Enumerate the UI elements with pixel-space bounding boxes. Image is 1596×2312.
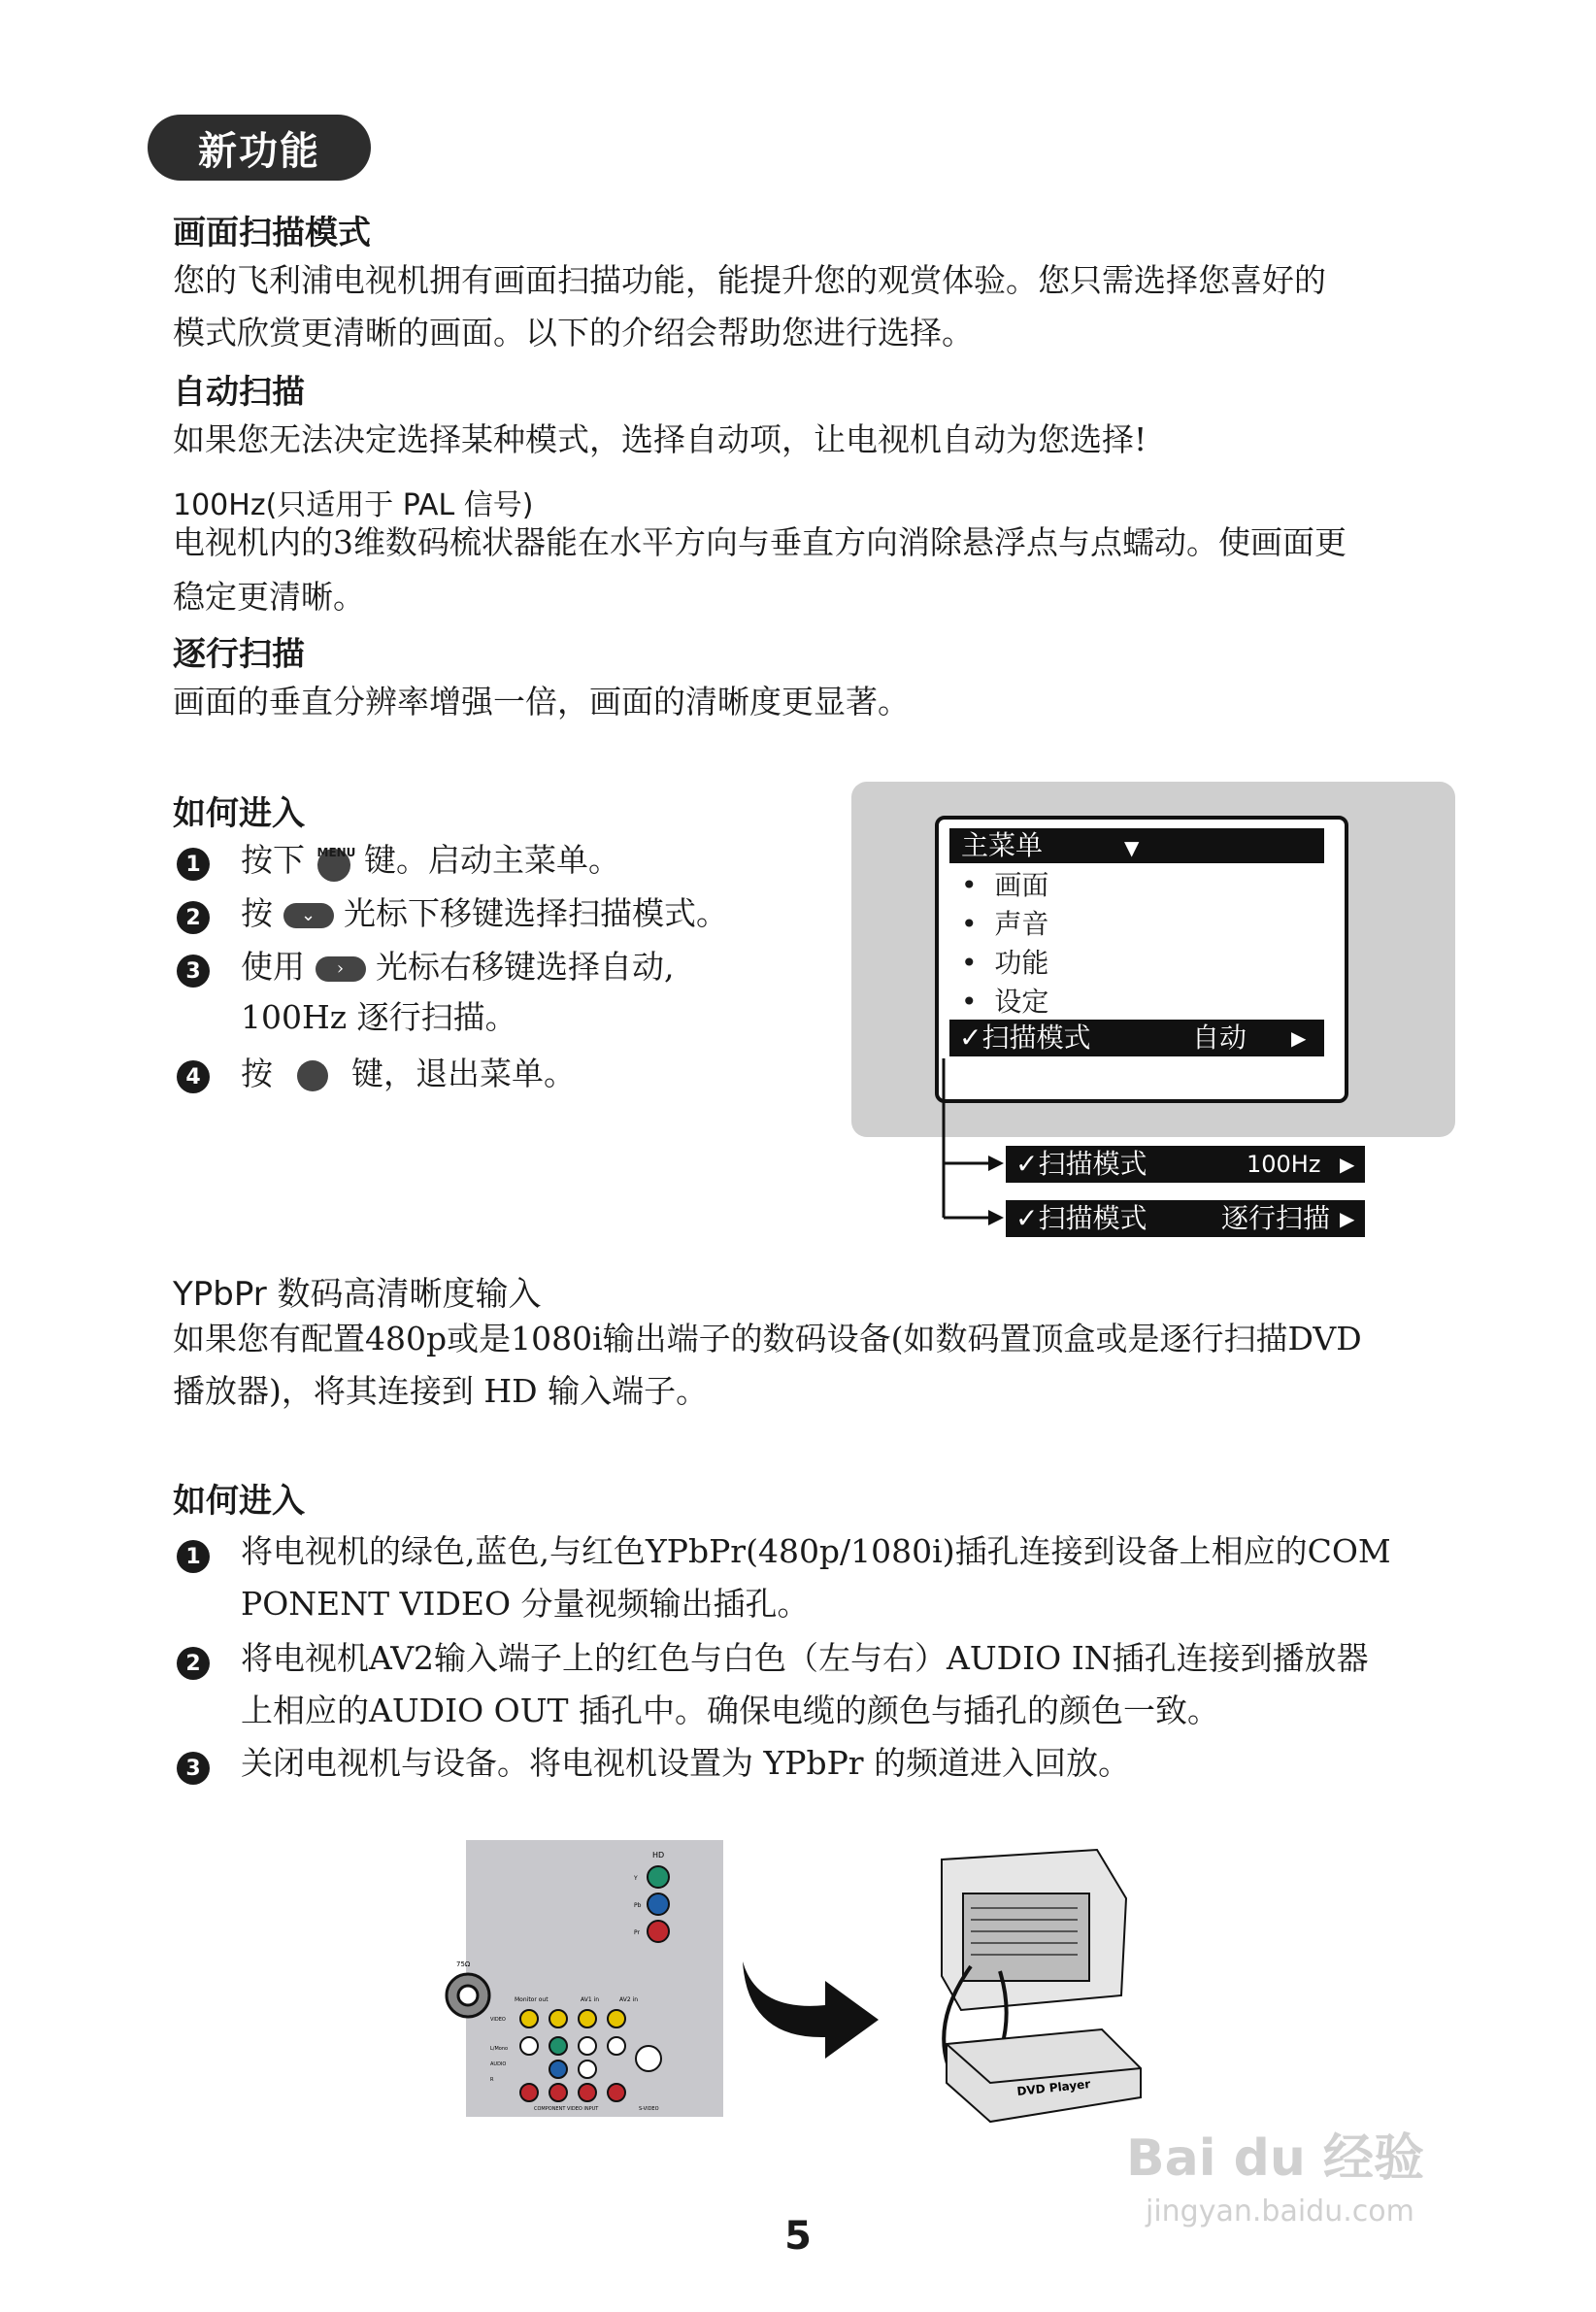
step-number: 1 bbox=[177, 1540, 210, 1573]
auto-scan-heading: 自动扫描 bbox=[173, 373, 305, 412]
step-number: 3 bbox=[177, 955, 210, 988]
exit-button-icon bbox=[297, 1060, 328, 1091]
step-text: 光标右移键选择自动, bbox=[376, 948, 675, 986]
svg-text:COMPONENT VIDEO INPUT: COMPONENT VIDEO INPUT bbox=[534, 2106, 599, 2112]
svg-text:Y: Y bbox=[634, 1875, 638, 1882]
menu-option-label: ✓扫描模式 bbox=[1015, 1148, 1147, 1180]
hz-heading: 100Hz(只适用于 PAL 信号) bbox=[173, 488, 534, 522]
menu-option-progressive bbox=[1006, 1200, 1365, 1237]
step-text: 按 bbox=[241, 894, 273, 932]
step-number: 2 bbox=[177, 901, 210, 934]
step-number: 4 bbox=[177, 1060, 210, 1093]
main-menu-title bbox=[949, 828, 1324, 863]
ypbpr-text-line1: 如果您有配置480p或是1080i输出端子的数码设备(如数码置顶盒或是逐行扫描DVD bbox=[173, 1320, 1362, 1357]
watermark-brand: Bai du 经验 bbox=[1126, 2129, 1424, 2188]
menu-item-label: 设定 bbox=[994, 986, 1049, 1018]
cursor-down-icon: ⌄ bbox=[283, 903, 334, 928]
ypbpr-heading: YPbPr 数码高清晰度输入 bbox=[173, 1275, 542, 1314]
auto-scan-text: 如果您无法决定选择某种模式，选择自动项，让电视机自动为您选择! bbox=[173, 420, 1147, 458]
ypbpr-text-line2: 播放器)，将其连接到 HD 输入端子。 bbox=[173, 1372, 709, 1410]
step-text: 按下 bbox=[241, 841, 305, 879]
howto1-step4 bbox=[241, 1049, 576, 1099]
howto2-step2-line2: 上相应的AUDIO OUT 插孔中。确保电缆的颜色与插孔的颜色一致。 bbox=[241, 1692, 1220, 1729]
svg-text:Monitor out: Monitor out bbox=[515, 1996, 549, 2003]
section-title: 新功能 bbox=[148, 115, 371, 181]
menu-item bbox=[961, 942, 1048, 981]
cursor-right-icon: › bbox=[316, 956, 366, 982]
arrow-right-icon: ▶ bbox=[1291, 1026, 1307, 1050]
svg-text:DVD Player: DVD Player bbox=[1015, 2077, 1091, 2098]
menu-item-label: 功能 bbox=[994, 947, 1049, 979]
menu-item bbox=[961, 864, 1048, 903]
page-number: 5 bbox=[784, 2214, 812, 2259]
howto1-heading: 如何进入 bbox=[173, 794, 305, 833]
menu-key-label: MENU bbox=[316, 846, 356, 859]
step-text: 使用 bbox=[241, 948, 305, 986]
menu-option-value: 100Hz bbox=[1247, 1151, 1321, 1178]
svg-text:Pr: Pr bbox=[634, 1929, 640, 1936]
svg-text:AUDIO: AUDIO bbox=[490, 2061, 507, 2067]
step-number: 3 bbox=[177, 1752, 210, 1785]
bullet-icon: • bbox=[961, 908, 978, 940]
scan-intro-line1: 您的飞利浦电视机拥有画面扫描功能，能提升您的观赏体验。您只需选择您喜好的 bbox=[173, 261, 1326, 299]
menu-item bbox=[961, 981, 1048, 1020]
menu-item-label: 声音 bbox=[994, 908, 1049, 940]
watermark-url: jingyan.baidu.com bbox=[1146, 2195, 1414, 2228]
bullet-icon: • bbox=[961, 869, 978, 901]
menu-down-icon: ▼ bbox=[1124, 836, 1140, 859]
svg-text:HD: HD bbox=[652, 1851, 665, 1860]
menu-selected-row bbox=[949, 1020, 1324, 1056]
hz-text-line2: 稳定更清晰。 bbox=[173, 578, 365, 616]
menu-option-value: 逐行扫描 bbox=[1221, 1202, 1331, 1234]
arrow-right-icon: ▶ bbox=[1340, 1153, 1355, 1176]
step-number: 2 bbox=[177, 1647, 210, 1680]
svg-text:AV2 in: AV2 in bbox=[619, 1996, 639, 2003]
step-number: 1 bbox=[177, 848, 210, 881]
big-arrow-icon bbox=[738, 1952, 883, 2059]
step-text: 键。启动主菜单。 bbox=[364, 841, 620, 879]
menu-selected-value: 自动 bbox=[1192, 1022, 1247, 1054]
progressive-heading: 逐行扫描 bbox=[173, 635, 305, 674]
menu-key bbox=[316, 843, 354, 882]
arrow-right-icon: ▶ bbox=[1340, 1207, 1355, 1230]
howto2-heading: 如何进入 bbox=[173, 1482, 305, 1521]
tv-connection-panel bbox=[437, 1840, 728, 2127]
scan-heading: 画面扫描模式 bbox=[173, 214, 371, 252]
howto2-step3-line1: 关闭电视机与设备。将电视机设置为 YPbPr 的频道进入回放。 bbox=[241, 1744, 1131, 1782]
menu-option-100hz bbox=[1006, 1146, 1365, 1183]
svg-text:AV1 in: AV1 in bbox=[581, 1996, 600, 2003]
svg-text:R: R bbox=[490, 2077, 494, 2083]
menu-selected-label: ✓扫描模式 bbox=[959, 1022, 1091, 1054]
step-text: 光标下移键选择扫描模式。 bbox=[344, 894, 728, 932]
menu-title-text: 主菜单 bbox=[961, 829, 1044, 861]
svg-text:Pb: Pb bbox=[634, 1902, 642, 1909]
howto1-step3 bbox=[241, 942, 675, 992]
svg-text:L/Mono: L/Mono bbox=[490, 2046, 509, 2052]
howto1-step2 bbox=[241, 888, 728, 939]
menu-option-label: ✓扫描模式 bbox=[1015, 1202, 1147, 1234]
svg-text:75Ω: 75Ω bbox=[456, 1960, 471, 1968]
hz-text-line1: 电视机内的3维数码梳状器能在水平方向与垂直方向消除悬浮点与点蠕动。使画面更 bbox=[173, 523, 1347, 561]
bullet-icon: • bbox=[961, 986, 978, 1018]
howto1-step1 bbox=[241, 835, 620, 886]
menu-item bbox=[961, 903, 1048, 942]
howto2-step1-line1: 将电视机的绿色,蓝色,与红色YPbPr(480p/1080i)插孔连接到设备上相应的COM bbox=[241, 1532, 1391, 1570]
step-text: 按 bbox=[241, 1055, 273, 1092]
progressive-text: 画面的垂直分辨率增强一倍，画面的清晰度更显著。 bbox=[173, 683, 910, 720]
tv-dvd-illustration bbox=[903, 1840, 1155, 2141]
step-text: 键，退出菜单。 bbox=[351, 1055, 576, 1092]
svg-text:S-VIDEO: S-VIDEO bbox=[639, 2106, 659, 2112]
menu-item-label: 画面 bbox=[994, 869, 1049, 901]
howto1-step3-cont: 100Hz 逐行扫描。 bbox=[241, 998, 517, 1036]
howto2-step2-line1: 将电视机AV2输入端子上的红色与白色（左与右）AUDIO IN插孔连接到播放器 bbox=[241, 1639, 1369, 1677]
howto2-step1-line2: PONENT VIDEO 分量视频输出插孔。 bbox=[241, 1585, 810, 1623]
svg-text:VIDEO: VIDEO bbox=[490, 2017, 506, 2023]
scan-intro-line2: 模式欣赏更清晰的画面。以下的介绍会帮助您进行选择。 bbox=[173, 314, 974, 352]
bullet-icon: • bbox=[961, 947, 978, 979]
